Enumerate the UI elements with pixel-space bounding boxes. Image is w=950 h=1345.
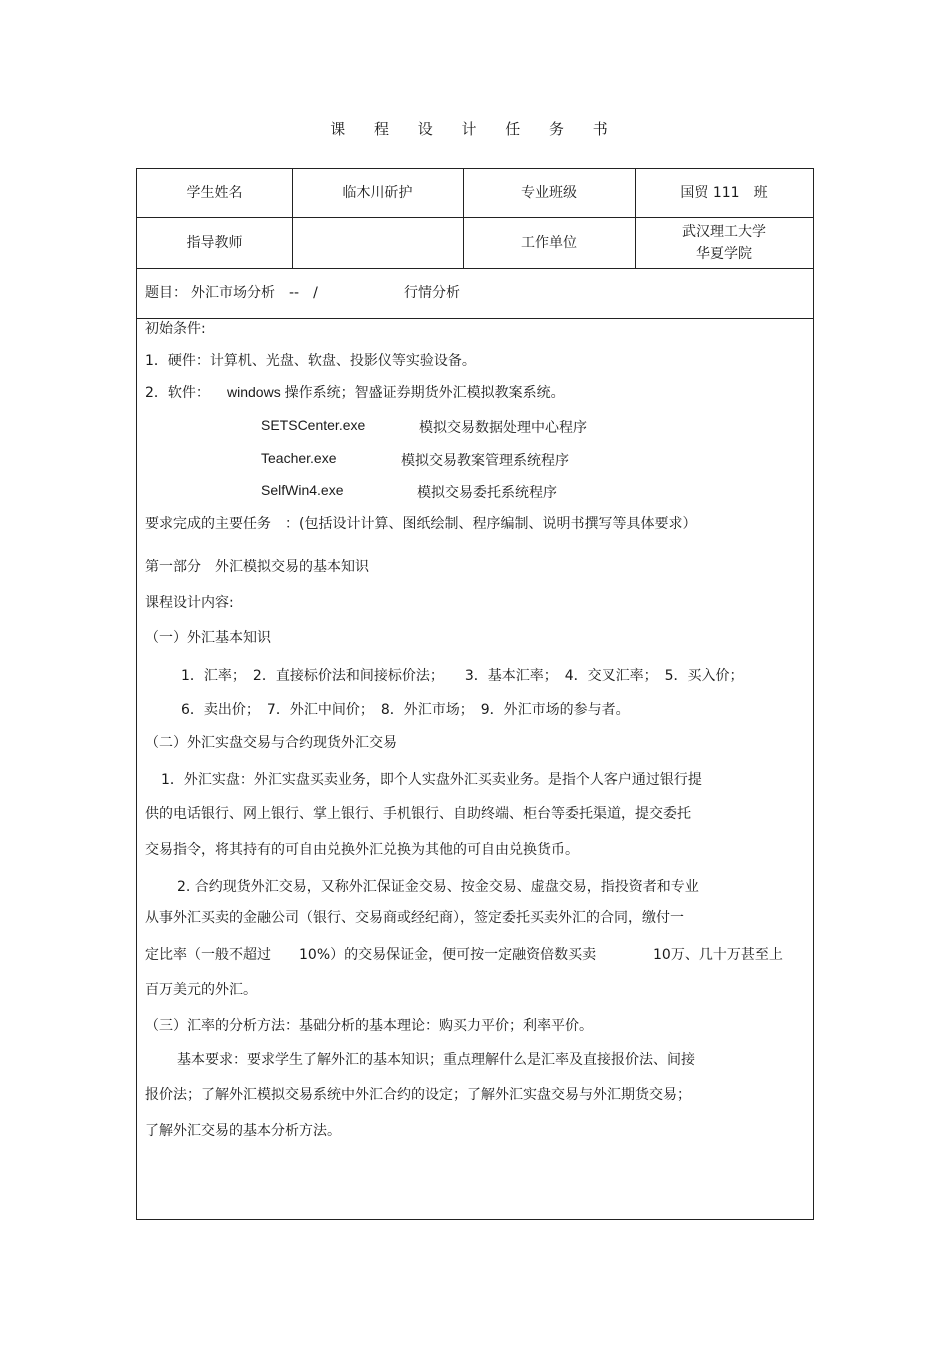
teacher-label: 指导教师 bbox=[186, 234, 243, 251]
hardware-line: 1．硬件：计算机、光盘、软盘、投影仪等实验设备。 bbox=[145, 353, 476, 369]
teacher-value bbox=[292, 217, 463, 268]
section-1-heading: （一）外汇基本知识 bbox=[145, 630, 271, 646]
requirements-line: 报价法；了解外汇模拟交易系统中外汇合约的设定；了解外汇实盘交易与外汇期货交易； bbox=[145, 1087, 691, 1103]
initial-conditions: 初始条件: bbox=[145, 321, 206, 337]
program-file: Teacher.exe bbox=[261, 450, 337, 466]
program-desc: 模拟交易委托系统程序 bbox=[417, 485, 557, 501]
paragraph-line-part: 10万、几十万甚至上 bbox=[653, 947, 783, 963]
page-title: 课 程 设 计 任 务 书 bbox=[330, 120, 620, 138]
content-label: 课程设计内容: bbox=[145, 595, 234, 611]
part-one-heading: 第一部分 外汇模拟交易的基本知识 bbox=[145, 559, 369, 575]
requirements-line: 基本要求：要求学生了解外汇的基本知识；重点理解什么是汇率及直接报价法、间接 bbox=[177, 1052, 695, 1068]
topic-part1: 外汇市场分析 -- / bbox=[191, 285, 318, 301]
unit-value bbox=[635, 217, 813, 268]
program-file: SETSCenter.exe bbox=[261, 417, 366, 433]
program-desc: 模拟交易教案管理系统程序 bbox=[401, 453, 569, 469]
program-desc: 模拟交易数据处理中心程序 bbox=[419, 420, 587, 436]
student-name-label: 学生姓名 bbox=[186, 185, 243, 201]
row-divider bbox=[137, 268, 813, 269]
paragraph-line-part: 10%）的交易保证金，便可按一定融资倍数买卖 bbox=[299, 947, 597, 963]
section-2-heading: （二）外汇实盘交易与合约现货外汇交易 bbox=[145, 735, 397, 751]
topic-label: 题目： bbox=[145, 285, 187, 301]
section-3-heading: （三）汇率的分析方法：基础分析的基本理论：购买力平价；利率平价。 bbox=[145, 1018, 593, 1034]
unit-label: 工作单位 bbox=[521, 234, 577, 251]
unit-value-line1: 武汉理工大学 bbox=[682, 223, 766, 240]
paragraph-line: 1．外汇实盘：外汇实盘买卖业务，即个人实盘外汇买卖业务。是指个人客户通过银行提 bbox=[161, 772, 702, 788]
software-text: windows 操作系统；智盛证券期货外汇模拟教案系统。 bbox=[227, 384, 565, 400]
topic-part2: 行情分析 bbox=[404, 285, 460, 301]
concept-list-row2: 6．卖出价； 7．外汇中间价； 8．外汇市场； 9．外汇市场的参与者。 bbox=[181, 702, 630, 718]
class-value: 国贸 111 班 bbox=[680, 185, 768, 201]
requirements-line: 了解外汇交易的基本分析方法。 bbox=[145, 1123, 341, 1139]
row-divider bbox=[137, 318, 813, 319]
task-form-table bbox=[136, 168, 814, 1220]
software-label: 2．软件： bbox=[145, 385, 210, 401]
paragraph-line: 交易指令，将其持有的可自由兑换外汇兑换为其他的可自由兑换货币。 bbox=[145, 842, 579, 858]
program-file: SelfWin4.exe bbox=[261, 482, 344, 498]
paragraph-line: 百万美元的外汇。 bbox=[145, 982, 257, 998]
main-tasks-line: 要求完成的主要任务 ：(包括设计计算、图纸绘制、程序编制、说明书撰写等具体要求） bbox=[145, 516, 697, 532]
paragraph-line-part: 定比率（一般不超过 bbox=[145, 947, 271, 963]
student-name-value: 临木川斫护 bbox=[342, 185, 413, 201]
unit-value-line2: 华夏学院 bbox=[696, 245, 752, 262]
concept-list-row1: 1．汇率； 2．直接标价法和间接标价法； 3．基本汇率； 4．交叉汇率； 5．买入价； bbox=[181, 668, 744, 684]
paragraph-line: 供的电话银行、网上银行、掌上银行、手机银行、自助终端、柜台等委托渠道，提交委托 bbox=[145, 806, 691, 822]
paragraph-line: 从事外汇买卖的金融公司（银行、交易商或经纪商），签定委托买卖外汇的合同，缴付一 bbox=[145, 910, 684, 926]
paragraph-line: 2. 合约现货外汇交易，又称外汇保证金交易、按金交易、虚盘交易，指投资者和专业 bbox=[177, 879, 699, 895]
class-label: 专业班级 bbox=[521, 185, 577, 201]
